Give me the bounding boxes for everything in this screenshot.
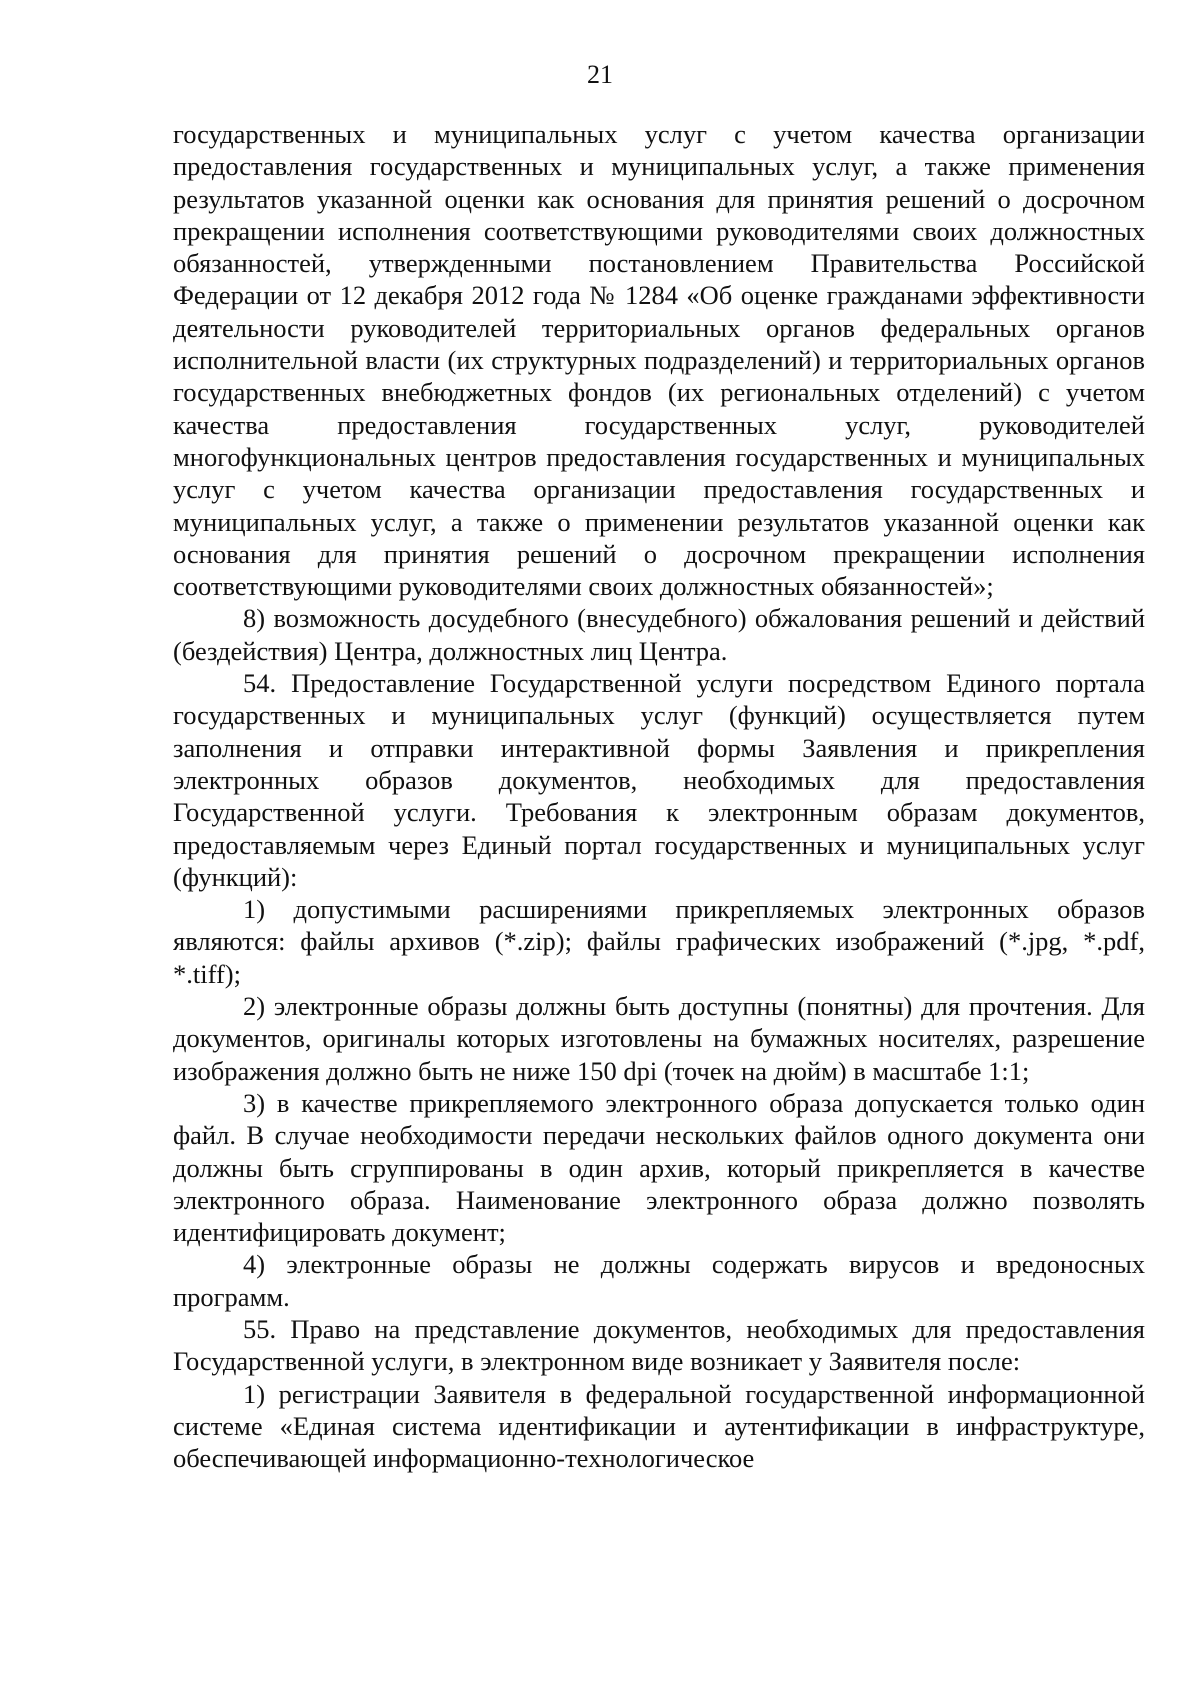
- paragraph-item-54: 54. Предоставление Государственной услуги посредством Единого портала государственных и муниципальных услуг (функций) осуществляется путем заполнения и отправки интерактивной формы Заявления и прикрепления электронных образов документов, необходимых для предоставления Государственной услуги. Требования к электронным образам документов, предоставляемым через Единый портал государственных и муниципальных услуг (функций):: [173, 668, 1145, 892]
- document-body: [173, 118, 1145, 1474]
- page-number: 21: [587, 60, 613, 89]
- paragraph-requirement-3: 3) в качестве прикрепляемого электронного образа допускается только один файл. В случае необходимости передачи нескольких файлов одного документа они должны быть сгруппированы в один архив, который прикрепляется в качестве электронного образа. Наименование электронного образа должно позволять идентифицировать документ;: [173, 1087, 1145, 1248]
- paragraph-condition-1: 1) регистрации Заявителя в федеральной государственной информационной системе «Единая система идентификации и аутентификации в инфраструктуре, обеспечивающей информационно-технологическое: [173, 1378, 1145, 1474]
- paragraph-continuation: государственных и муниципальных услуг с учетом качества организации предоставления государственных и муниципальных услуг, а также применения результатов указанной оценки как основания для принятия решений о досрочном прекращении исполнения соответствующими руководителями своих должностных обязанностей, утвержденными постановлением Правительства Российской Федерации от 12 декабря 2012 года № 1284 «Об оценке гражданами эффективности деятельности руководителей территориальных органов федеральных органов исполнительной власти (их структурных подразделений) и территориальных органов государственных внебюджетных фондов (их региональных отделений) с учетом качества предоставления государственных услуг, руководителей многофункциональных центров предоставления государственных и муниципальных услуг с учетом качества организации предоставления государственных и муниципальных услуг, а также о применении результатов указанной оценки как основания для принятия решений о досрочном прекращении исполнения соответствующими руководителями своих должностных обязанностей»;: [173, 119, 1145, 602]
- paragraph-requirement-2: 2) электронные образы должны быть доступны (понятны) для прочтения. Для документов, оригиналы которых изготовлены на бумажных носителях, разрешение изображения должно быть не ниже 150 dpi (точек на дюйм) в масштабе 1:1;: [173, 991, 1145, 1086]
- paragraph-requirement-4: 4) электронные образы не должны содержать вирусов и вредоносных программ.: [173, 1249, 1145, 1312]
- paragraph-requirement-1: 1) допустимыми расширениями прикрепляемых электронных образов являются: файлы архивов (*.zip); файлы графических изображений (*.jpg, *.pdf, *.tiff);: [173, 894, 1145, 989]
- paragraph-item-55: 55. Право на представление документов, необходимых для предоставления Государственной услуги, в электронном виде возникает у Заявителя после:: [173, 1313, 1145, 1377]
- paragraph-item-8: 8) возможность досудебного (внесудебного) обжалования решений и действий (бездействия) Центра, должностных лиц Центра.: [173, 603, 1145, 666]
